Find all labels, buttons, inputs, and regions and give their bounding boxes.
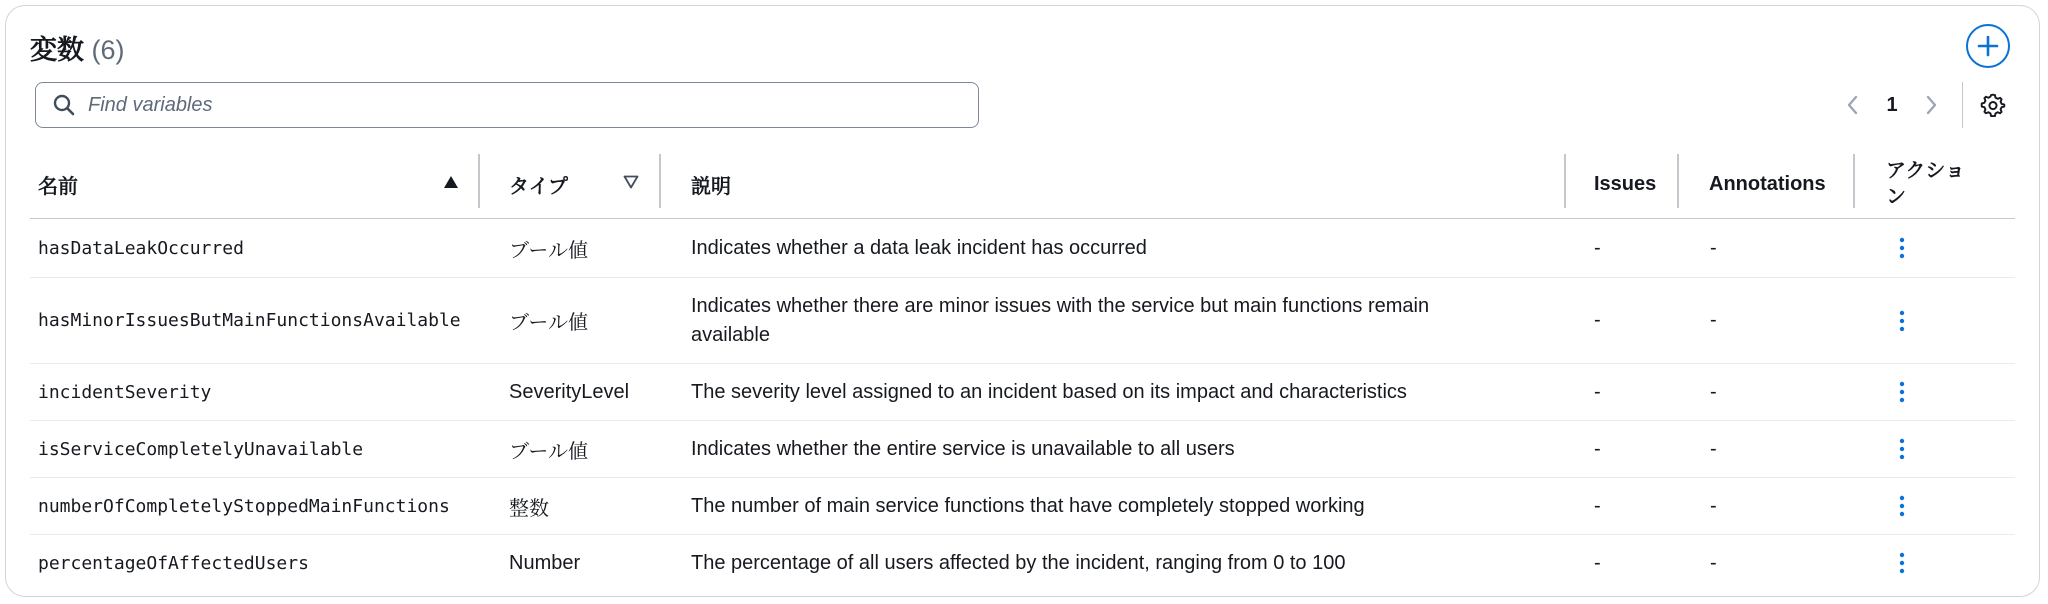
row-actions-button[interactable] — [1887, 306, 1917, 336]
variable-name: isServiceCompletelyUnavailable — [38, 438, 364, 460]
variable-name: incidentSeverity — [38, 381, 212, 403]
variable-description: The percentage of all users affected by the incident, ranging from 0 to 100 — [691, 551, 1346, 574]
page-title — [30, 28, 125, 67]
table-row — [30, 219, 2015, 278]
column-header-description[interactable]: 説明 — [691, 175, 731, 198]
add-variable-button[interactable] — [1966, 24, 2010, 68]
more-vertical-icon — [1899, 237, 1905, 259]
table-row — [30, 478, 2015, 535]
variable-type: 整数 — [509, 497, 549, 520]
variable-type: ブール値 — [509, 312, 588, 334]
variable-annotations: - — [1710, 551, 1717, 574]
column-resizer[interactable] — [659, 154, 661, 208]
variable-annotations: - — [1710, 380, 1717, 403]
table-row — [30, 421, 2015, 478]
variable-type: ブール値 — [509, 239, 588, 262]
row-actions-button[interactable] — [1887, 491, 1917, 521]
variable-annotations: - — [1710, 309, 1717, 331]
column-header-name[interactable]: 名前 — [38, 175, 78, 198]
variable-issues: - — [1594, 551, 1601, 574]
row-actions-button[interactable] — [1887, 548, 1917, 578]
chevron-right-icon — [1923, 94, 1939, 116]
variable-issues: - — [1594, 380, 1601, 403]
column-header-annotations[interactable]: Annotations — [1709, 172, 1826, 195]
sort-unsorted-icon[interactable] — [623, 175, 639, 189]
variable-annotations: - — [1710, 236, 1717, 259]
more-vertical-icon — [1899, 438, 1905, 460]
more-vertical-icon — [1899, 552, 1905, 574]
sort-ascending-icon[interactable] — [443, 175, 459, 189]
variable-issues: - — [1594, 437, 1601, 460]
table-preferences-button[interactable] — [1976, 88, 2010, 122]
column-header-type[interactable]: タイプ — [509, 175, 568, 198]
search-input[interactable] — [86, 93, 950, 118]
previous-page-button[interactable] — [1836, 88, 1870, 122]
actions-header-line2: ン — [1886, 186, 1906, 208]
variable-annotations: - — [1710, 494, 1717, 517]
column-resizer[interactable] — [1677, 154, 1679, 208]
next-page-button[interactable] — [1914, 88, 1948, 122]
more-vertical-icon — [1899, 381, 1905, 403]
variable-type: SeverityLevel — [509, 380, 630, 403]
column-resizer[interactable] — [478, 154, 480, 208]
search-field[interactable] — [35, 82, 979, 128]
more-vertical-icon — [1899, 310, 1905, 332]
table-row — [30, 535, 2015, 591]
variable-type: Number — [509, 551, 581, 574]
table-header — [30, 150, 2015, 219]
column-resizer[interactable] — [1564, 154, 1566, 208]
variable-description: Indicates whether there are minor issues with the service but main functions remain available — [691, 294, 1430, 346]
variable-type: ブール値 — [509, 440, 588, 463]
column-header-issues[interactable]: Issues — [1594, 172, 1657, 195]
row-actions-button[interactable] — [1887, 233, 1917, 263]
variable-issues: - — [1594, 494, 1601, 517]
variable-name: hasMinorIssuesButMainFunctionsAvailable — [38, 310, 461, 331]
variable-annotations: - — [1710, 437, 1717, 460]
variable-count: (6) — [91, 35, 125, 65]
row-actions-button[interactable] — [1887, 377, 1917, 407]
actions-header-line1: アクショ — [1886, 160, 1965, 182]
table-row — [30, 364, 2015, 421]
more-vertical-icon — [1899, 495, 1905, 517]
table-row — [30, 278, 2015, 364]
gear-icon — [1980, 92, 2006, 118]
variable-description: Indicates whether a data leak incident has occurred — [691, 236, 1147, 259]
column-header-actions — [1886, 150, 1965, 218]
chevron-left-icon — [1845, 94, 1861, 116]
variable-description: The severity level assigned to an incident based on its impact and characteristics — [691, 380, 1407, 403]
variable-description: Indicates whether the entire service is unavailable to all users — [691, 437, 1235, 460]
title-text: 変数 — [30, 35, 84, 65]
row-actions-button[interactable] — [1887, 434, 1917, 464]
variable-name: numberOfCompletelyStoppedMainFunctions — [38, 495, 450, 517]
toolbar-divider — [1962, 82, 1963, 128]
current-page-number[interactable]: 1 — [1886, 93, 1898, 116]
column-resizer[interactable] — [1853, 154, 1855, 208]
variable-issues: - — [1594, 309, 1601, 331]
variable-description: The number of main service functions that have completely stopped working — [691, 494, 1365, 517]
plus-icon — [1977, 35, 1999, 57]
variable-name: hasDataLeakOccurred — [38, 237, 244, 259]
pagination — [1836, 88, 1948, 122]
search-icon — [52, 93, 76, 117]
variable-name: percentageOfAffectedUsers — [38, 552, 309, 574]
variable-issues: - — [1594, 236, 1601, 259]
